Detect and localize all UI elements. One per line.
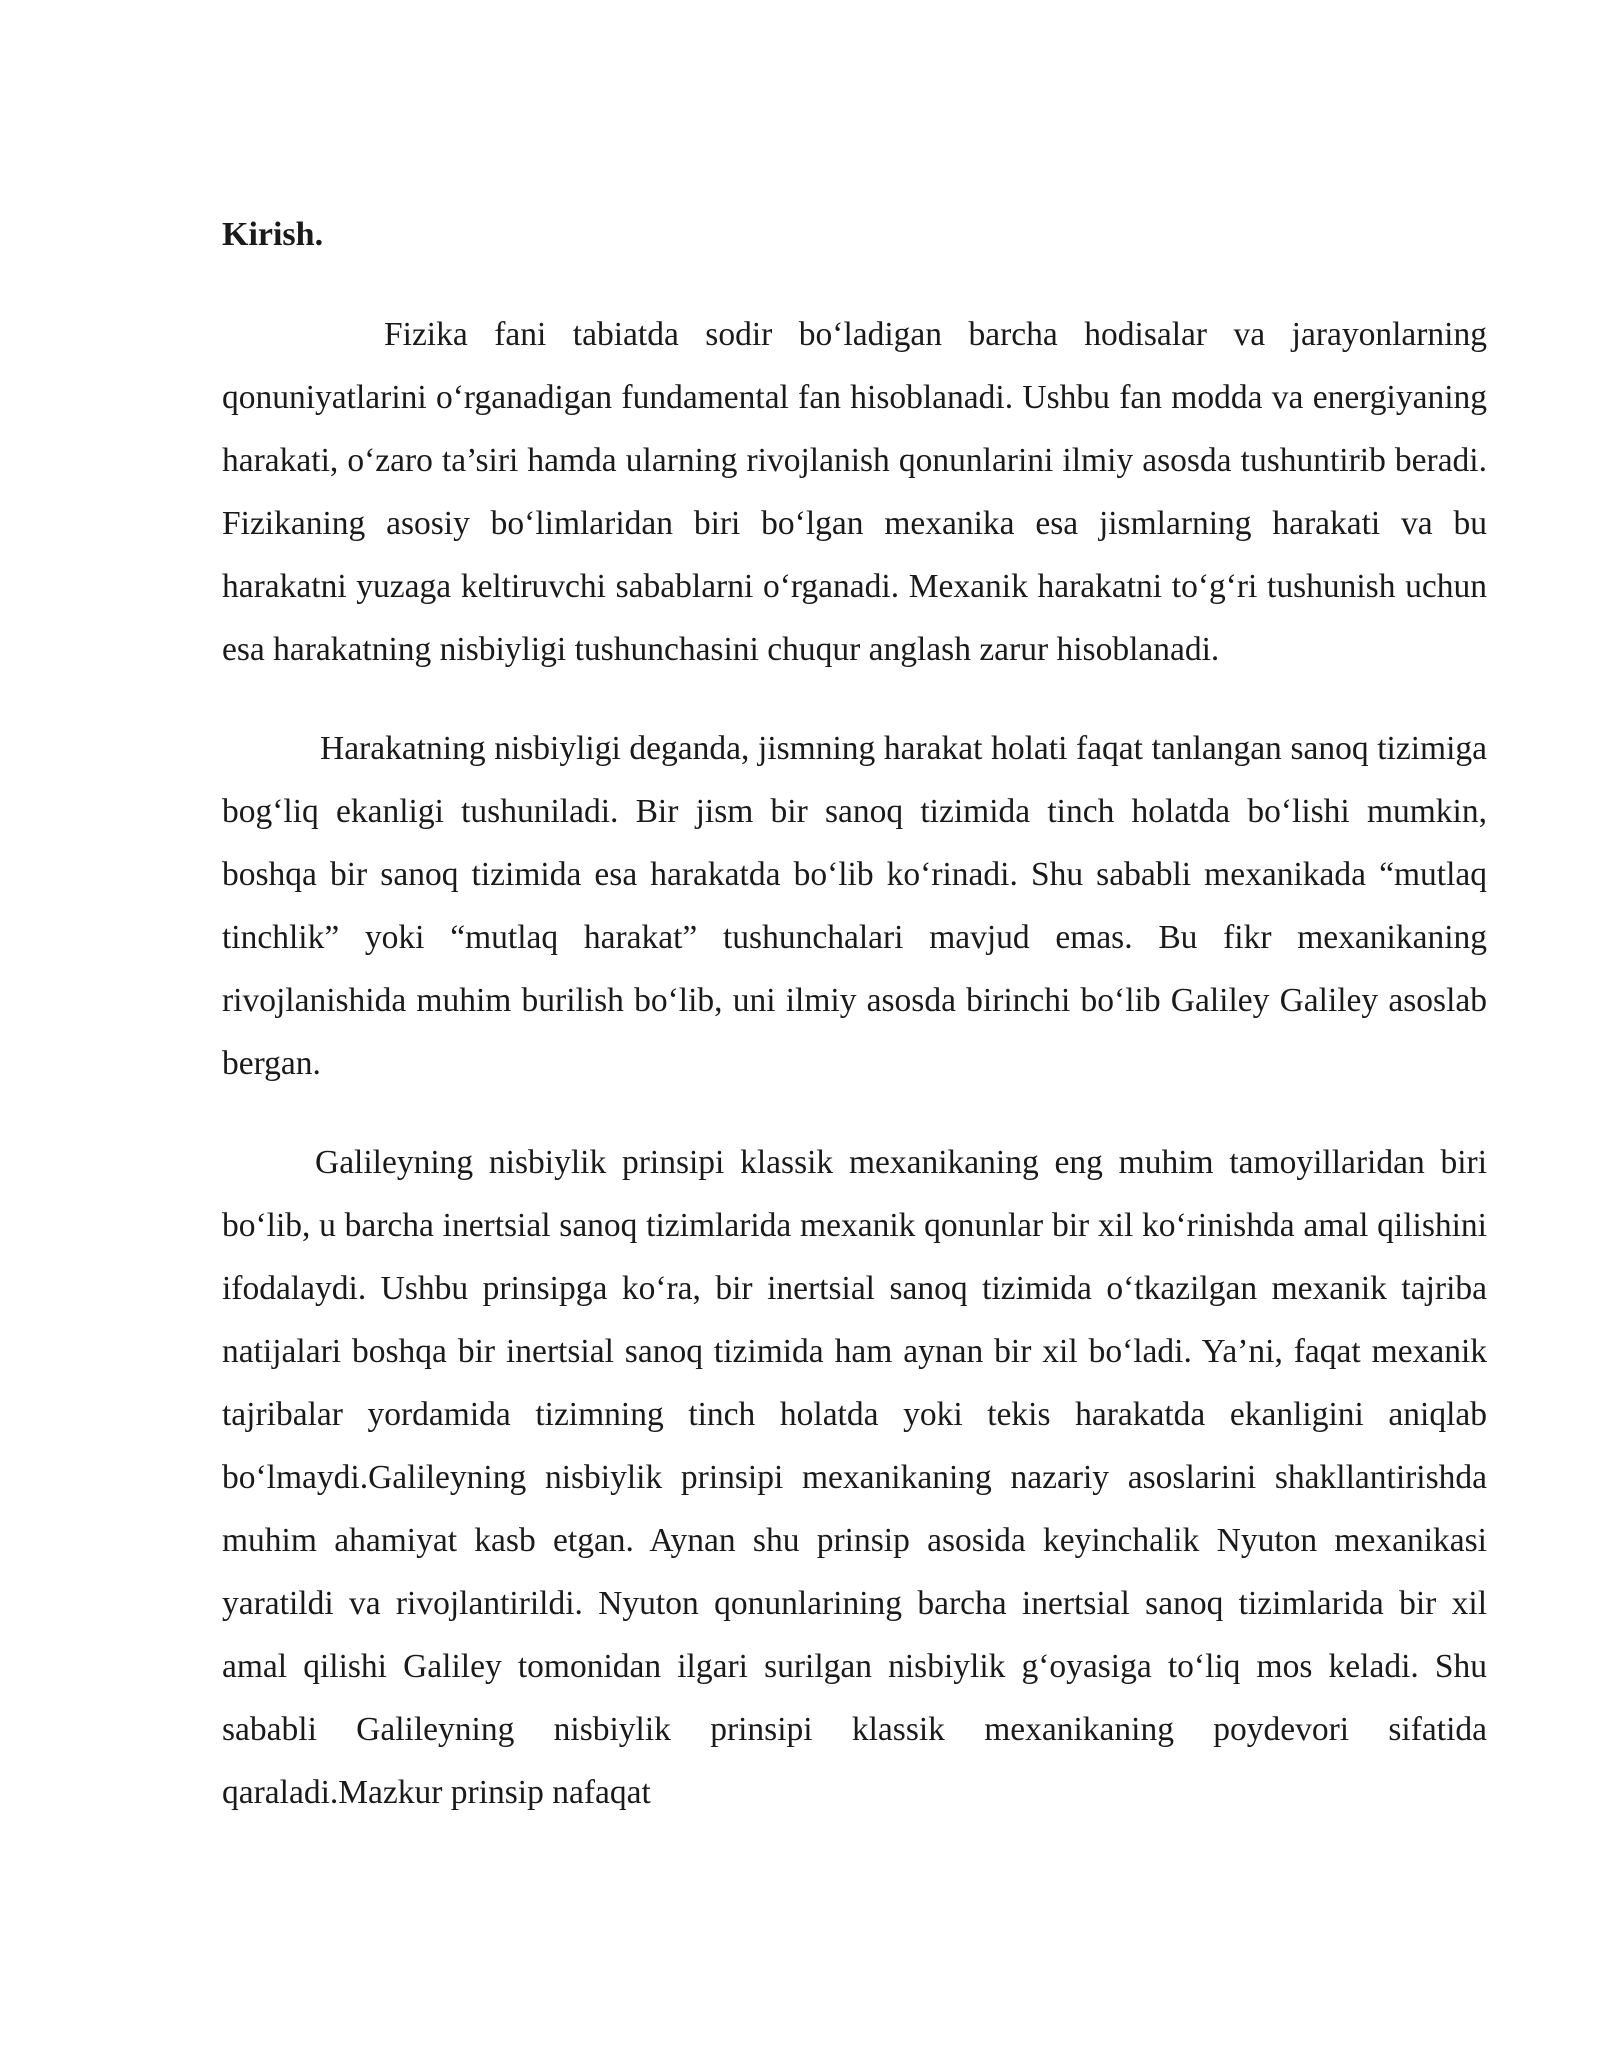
paragraph-relativity: Harakatning nisbiyligi deganda, jismning harakat holati faqat tanlangan sanoq tizimiga bog‘liq ekanligi tushuniladi. Bir jism bir sanoq tizimida tinch holatda bo‘lishi mumkin, boshqa bir sanoq tizimida esa harakatda bo‘lib ko‘rinadi. Shu sababli mexanikada “mutlaq tinchlik” yoki “mutlaq harakat” tushunchalari mavjud emas. Bu fikr mexanikaning rivojlanishida muhim burilish bo‘lib, uni ilmiy asosda birinchi bo‘lib Galiley Galiley asoslab bergan. [222, 730, 1487, 1082]
page-content [222, 205, 1487, 1860]
paragraph-intro: Fizika fani tabiatda sodir bo‘ladigan barcha hodisalar va jarayonlarning qonuniyatlarini o‘rganadigan fundamental fan hisoblanadi. Ushbu fan modda va energiyaning harakati, o‘zaro ta’siri hamda ularning rivojlanish qonunlarini ilmiy asosda tushuntirib beradi. Fizikaning asosiy bo‘limlaridan biri bo‘lgan mexanika esa jismlarning harakati va bu harakatni yuzaga keltiruvchi sabablarni o‘rganadi. Mexanik harakatni to‘g‘ri tushunish uchun esa harakatning nisbiyligi tushunchasini chuqur anglash zarur hisoblanadi. [222, 316, 1487, 668]
paragraph-galileo-principle: Galileyning nisbiylik prinsipi klassik mexanikaning eng muhim tamoyillaridan biri bo‘lib, u barcha inertsial sanoq tizimlarida mexanik qonunlar bir xil ko‘rinishda amal qilishini ifodalaydi. Ushbu prinsipga ko‘ra, bir inertsial sanoq tizimida o‘tkazilgan mexanik tajriba natijalari boshqa bir inertsial sanoq tizimida ham aynan bir xil bo‘ladi. Ya’ni, faqat mexanik tajribalar yordamida tizimning tinch holatda yoki tekis harakatda ekanligini aniqlab bo‘lmaydi.Galileyning nisbiylik prinsipi mexanikaning nazariy asoslarini shakllantirishda muhim ahamiyat kasb etgan. Aynan shu prinsip asosida keyinchalik Nyuton mexanikasi yaratildi va rivojlantirildi. Nyuton qonunlarining barcha inertsial sanoq tizimlarida bir xil amal qilishi Galiley tomonidan ilgari surilgan nisbiylik g‘oyasiga to‘liq mos keladi. Shu sababli Galileyning nisbiylik prinsipi klassik mexanikaning poydevori sifatida qaraladi.Mazkur prinsip nafaqat [222, 1144, 1487, 1811]
section-heading: Kirish. [222, 216, 324, 253]
